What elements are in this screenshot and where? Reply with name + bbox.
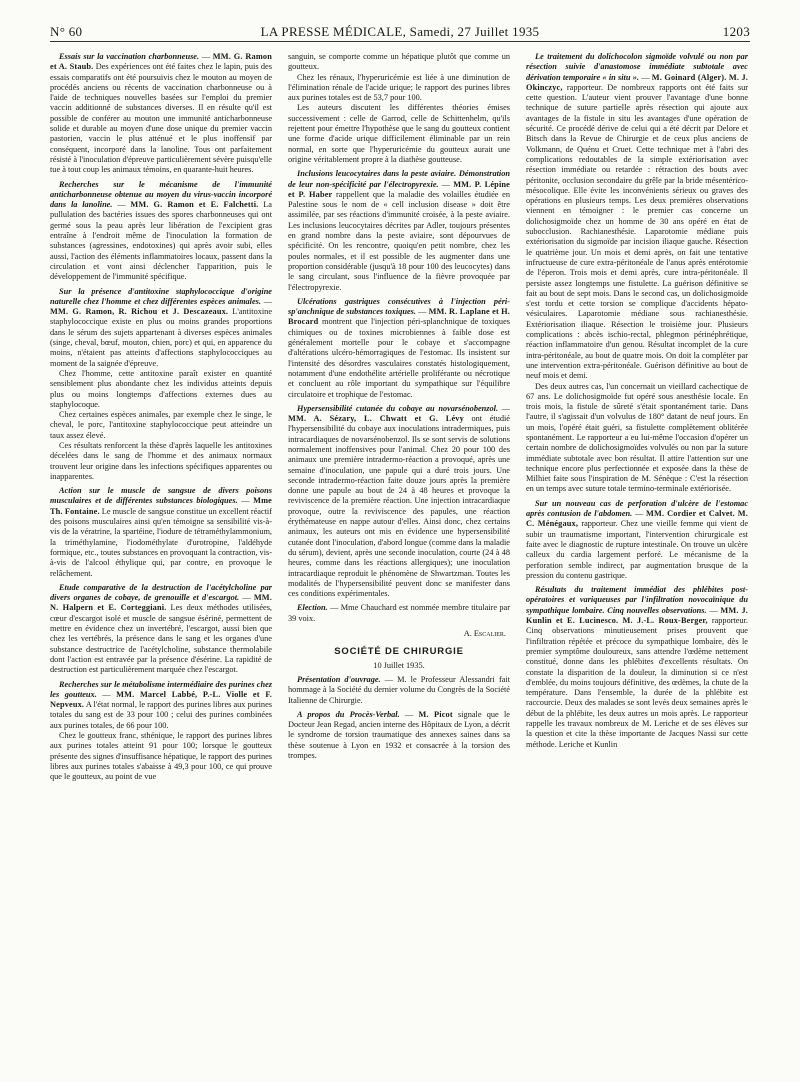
article-body: M. le Professeur Alessandri fait hommage à la Société du dernier volume du Congrès de la Société Italienne de Chirurgie. [288, 674, 510, 705]
signature: A. Escalier. [463, 629, 506, 639]
article-immunite: Recherches sur le mécanisme de l'immunité anticharbonneuse obtenue au moyen du virus-vaccin incorporé dans la lanoline. — MM. G. Ramon et E. Falchetti. La pullulation des bactéries issues des spores charbonneuses qui ont germé sous la peau après leur libération de l'excipient gras entraîne à l'endroit même de l'inoculation la formation de substances (agressines, endotoxines) qui après avoir subi, elles aussi, l'action des éléments inflammatoires locaux, passent dans la circulation et vont ainsi déclencher l'apparition, puis le développement de l'immunité spécifique. [50, 179, 272, 282]
article-body: Les deux méthodes utilisées, cœur d'escargot isolé et muscle de sangsue ésériné, permettent de mettre en évidence chez un invertébré, l'escargot, aussi bien que chez les vertébrés, la présence dans le sang et les organes d'une substance destructrice de l'acétylcholine, substance thermolabile dont l'action est entravée par la présence d'ésérine. La rapidité de destruction est particulièrement marquée chez l'escargot. [50, 603, 272, 675]
article-proces-verbal: A propos du Procès-Verbal. — M. Picot signale que le Docteur Jean Regad, ancien interne des Hôpitaux de Lyon, a décrit le syndrome de torsion traumatique des annexes saines dans sa thèse soutenue à Lyon en 1932 et consacrée à la torsion des trompes. [288, 709, 510, 760]
election-title: Election. [297, 603, 328, 613]
article-body: rapporteur. Cinq observations minutieusement prises prouvent que l'infiltration répétée et précoce du sympathique lombaire, dès le premier symptôme douloureux, sans attendre l'œdème nettement constitué, donne dans les phlébites d'excellents résultats. On constate la disparition de la douleur, la diminution si ce n'est d'emblée, du moins toujours définitive, des œdèmes, la chute de la température. Dans l'ensemble, la durée de la phlébite est raccourcie. Deux des malades se sont levés deux semaines après le début de la phlébite, les deux autres un mois après. Le rapporteur rappelle les travaux nombreux de M. Leriche et de ses élèves sur la question et cite la thèse importante de Jacques Nassi sur cette méthode. Leriche et Kunlin [526, 616, 748, 749]
paragraph: Des deux autres cas, l'un concernait un vieillard cachectique de 67 ans. Le dolichosigmoïde fut opéré sous anesthésie locale. En trois mois, la fistule de sûreté s'était spontanément tarie. Dans l'autre, il s'agissait d'un volvulus de 180° datant de neuf jours. En un mois, l'opéré était guéri, sa fistulette complètement oblitérée spontanément. Le rapporteur a eu lui-même l'occasion d'opérer un certain nombre de dolichosigmoïdes volvulés ou non par la suture immédiate subtotale avec bon résultat. Il attire l'attention sur une technique encore plus perfectionnée et exposée dans la thèse de Milhiet faite sous l'inspiration de M. Sénèque : C'est la résection en un temps avec suture totale termino-terminale extériorisée. [526, 381, 748, 494]
article-title: Le traitement du dolichocolon sigmoïde volvulé ou non par résection suivie d'anastomose immédiate subtotale avec dérivation temporaire « in situ ». [526, 52, 748, 82]
article-authors: MM. N. Halpern et E. Corteggiani. [50, 593, 272, 613]
election-body: Mme Chauchard est nommée membre titulaire par 39 voix. [288, 603, 510, 623]
article-peste-aviaire: Inclusions leucocytaires dans la peste aviaire. Démonstration de leur non-spécificité par l'électropyrexie. — MM. P. Lépine et P. Haber rappellent que la maladie des volailles étudiée en Palestine sous le nom de « cell inclusion disease » doit être assimilée, par ses réactions d'immunité croisée, à la peste aviaire. Les inclusions leucocytaires décrites par Adler, toujours présentes en grand nombre dans la peste aviaire, sont dépourvues de spécificité. On les rencontre, quoiqu'en petit nombre, chez les poules normales, et il est possible de les augmenter dans une proportion considérable (jusqu'à 18 pour 100 des leucocytes) dans le sang circulant, sous l'influence de la fièvre provoquée par l'électropyrexie. [288, 169, 510, 292]
article-vaccination: Essais sur la vaccination charbonneuse. — MM. G. Ramon et A. Staub. Des expériences ont été faites chez le lapin, puis des essais comparatifs ont été poursuivis chez le mouton au moyen de procédés anciens ou récents de vaccination charbonneuse ou à l'aide de techniques nouvelles basées sur l'emploi du premier vaccin additionné de substances diverses. Il en résulte qu'il est possible de conférer au mouton une immunité anticharbonneuse solide et durable au moyen d'une dose unique du premier vaccin pastorien, vaccin le plus atténué et le plus inoffensif par conséquent, incorporé dans la lanoline. Tous ont parfaitement résisté à l'inoculation d'épreuve particulièrement sévère puisqu'elle tue à tout coup les animaux témoins, en quarante-huit heures. [50, 52, 272, 175]
article-ulcerations: Ulcérations gastriques consécutives à l'injection péri-sp'anchnique de substances toxiques. — MM. R. Laplane et H. Brocard montrent que l'injection péri-splanchnique de toxiques chimiques ou de toxines microbiennes à faible dose est généralement mortelle pour le cobaye et s'accompagne d'altérations ulcéro-hémorragiques de l'estomac. Ils insistent sur l'intensité des désordres vasculaires constatés histologiquement, notamment d'une endothélite artérielle proliférante ou nécrotique et concluent au rôle important du sympathique sur l'équilibre circulatoire et trophique de l'estomac. [288, 296, 510, 399]
article-title: Résultats du traitement immédiat des phlébites post-opératoires et variqueuses par l'infiltration novocaïnique du sympathique lombaire. Cinq nouvelles observations. [526, 585, 748, 615]
paragraph: Chez certaines espèces animales, par exemple chez le singe, le cheval, le porc, l'antitoxine staphylococcique peut atteindre un taux assez élevé. [50, 410, 272, 440]
article-antitoxine: Sur la présence d'antitoxine staphylococcique d'origine naturelle chez l'homme et chez différentes espèces animales. — MM. G. Ramon, R. Richou et J. Descazeaux. L'antitoxine staphylococcique existe en plus ou moins grandes proportions dans le sérum des sujets appartenant à diverses espèces animales (singe, cheval, bœuf, mouton, chien, porc) et qui, en apparence du moins, n'étaient pas atteints d'affections staphylococciques au moment de la saignée d'épreuve. [50, 286, 272, 368]
article-title: Ulcérations gastriques consécutives à l'injection péri-sp'anchnique de substances toxiques. [288, 296, 510, 317]
article-authors: MM. A. Sézary, L. Chwatt et G. Lévy [288, 414, 464, 424]
article-authors: MM. P. Lépine et P. Haber [288, 179, 510, 199]
article-hypersensibilite: Hypersensibilité cutanée du cobaye au novarsénobenzol. — MM. A. Sézary, L. Chwatt et G. Lévy ont étudié l'hypersensibilité du cobaye aux inoculations intradermiques, puis intracardiaques de novarsénobenzol. Ils se sont servis de solutions normalement inoffensives pour l'animal. Chez 20 pour 100 des animaux une première intradermo-réaction a provoqué, après une semaine d'inoculation, une papule qui a duré trois jours. Une seconde intradermo-réaction faite douze jours après la première donne une papule au bout de 24 à 48 heures et provoque la reviviscence de la première réaction. Une injection intracardiaque provoque, outre la reviviscence des papules, une réaction érythémateuse en nappe autour d'elles. Ainsi donc, chez certains animaux, les auteurs ont mis en évidence une hypersensibilité cutanée dont l'inoculation, d'abord longue (comme dans la maladie du sérum), devient, après une seconde inoculation, courte (24 à 48 heures, comme dans les réactions allergiques); une inoculation intracardiaque reproduit le phénomène de Shwartzman. Toutes les modalités de l'hypersensibilité peuvent donc se manifester dans ces conditions expérimentales. [288, 403, 510, 599]
paragraph: Les auteurs discutent les différentes théories émises successivement : celle de Garrod, celle de Schittenhelm, qu'ils rejettent pour émettre l'hypothèse que le sang du goutteux contient une forme d'acide urique difficilement éliminable par un rein normal, en sorte que l'hyperuricémie du goutteux aurait une origine véritablement propre à la diathèse goutteuse. [288, 103, 510, 164]
column-2 [288, 52, 510, 1062]
article-title: Présentation d'ouvrage. [297, 674, 381, 684]
article-body: L'antitoxine staphylococcique existe en plus ou moins grandes proportions dans le sérum des sujets appartenant à diverses espèces animales (singe, cheval, bœuf, mouton, chien, porc) et qui, en apparence du moins, n'étaient pas atteints d'affections staphylococciques au moment de la saignée d'épreuve. [50, 307, 272, 368]
article-authors: M. Goinard (Alger). M. J. Okinczyc, [526, 72, 748, 92]
article-body: signale que le Docteur Jean Regad, ancien interne des Hôpitaux de Lyon, a décrit le syndrome de torsion traumatique des annexes saines dans sa thèse soutenue à Lyon en 1932 et consacrée à la torsion des trompes. [288, 709, 510, 760]
article-authors: M. Picot [418, 709, 453, 719]
paragraph: Chez le goutteux franc, sthénique, le rapport des purines libres aux purines totales atteint 91 pour 100; lorsque le goutteux présente des signes d'insuffisance hépatique, le rapport des purines libres aux purines totales s'abaisse à 49,3 pour 100, ce qui prouve que le goutteux, au point de vue [50, 731, 272, 782]
article-body: A l'état normal, le rapport des purines libres aux purines totales du sang est de 33 pour 100 ; celui des purines combinées aux purines totales, de 66 pour 100. [50, 700, 272, 730]
paragraph: Ces résultats renforcent la thèse d'après laquelle les antitoxines décelées dans le sang de l'homme et des animaux normaux trouvent leur origine dans les infections spécifiques apparentes ou inapparentes. [50, 440, 272, 481]
page-header [50, 24, 750, 42]
article-title: Etude comparative de la destruction de l'acétylcholine par divers organes de cobaye, de grenouille et d'escargot. [50, 582, 272, 603]
article-presentation: Présentation d'ouvrage. — M. le Professeur Alessandri fait hommage à la Société du dernier volume du Congrès de la Société Italienne de Chirurgie. [288, 674, 510, 705]
article-dolichocolon: Le traitement du dolichocolon sigmoïde volvulé ou non par résection suivie d'anastomose immédiate subtotale avec dérivation temporaire « in situ ». — M. Goinard (Alger). M. J. Okinczyc, rapporteur. De nombreux rapports ont été faits sur cette question. L'auteur vient prouver l'avantage d'une bonne technique de suture partielle après résection qui ajoute aux avantages de la fistule in situ les avantages d'une opération de sécurité. Ce procédé dérive de celui qui a été décrit par Delore et Bitsch dans la Revue de Chirurgie et de ceux plus anciens de Volkmann, de Quénu et Cruet. Cette technique met à l'abri des complications redoutables de la simple extériorisation avec résection immédiate ou retardée : rétraction des bouts avec péritonite, occlusion secondaire du grêle par la bride mésentérico-mésocolique. Elle évite les inconvénients sérieux ou graves des opérations en plusieurs temps. Les deux premières observations viennent en témoigner : le premier cas concerne un dolichosigmoïde chez un homme de 30 ans opéré en état de subocclusion. Rachianesthésie. Laparotomie médiane puis extériorisation du sigmoïde par incision iliaque gauche. Résection le quatrième jour. Un mois et demi après, on fait une tentative infructueuse de cure extra-péritonéale de l'anus après entérotomie de l'éperon. Trois mois et demi après, cure intra-péritonéale. Il persiste assez longtemps une fistulette. La guérison définitive se fait au bout de sept mois. Dans le second cas, un dolichosigmoïde s'est tordu et cette torsion se complique d'accidents hépato-vésiculaires. Laparotomie médiane sous rachianesthésie. Extériorisation iliaque. Résection le troisième jour. Plusieurs complications : abcès ischio-rectal, phlegmon périnéphrétique, réaction inflammatoire d'un genou. Résultat incomplet de la cure intra-péritonéale, au bout de quatre mois. On doit la compléter par une intervention extra-péritonéale. Guérison définitive au bout de neuf mois et demi. [526, 52, 748, 381]
article-perforation: Sur un nouveau cas de perforation d'ulcère de l'estomac après contusion de l'abdomen. — MM. Cordier et Calvet. M. C. Ménégaux, rapporteur. Chez une vieille femme qui vient de subir un traumatisme important, l'intervention chirurgicale est faite avec le diagnostic de rupture intestinale. On trouve un ulcère calleux du cardia largement perforé. Le mécanisme de la perforation semble indirect, par augmentation brusque de la pression du contenu gastrique. [526, 498, 748, 580]
article-authors: MM. Cordier et Calvet. M. C. Ménégaux, [526, 509, 748, 529]
article-authors: Mme Th. Fontaine. [50, 496, 272, 516]
article-authors: MM. G. Ramon, R. Richou et J. Descazeaux. [50, 307, 229, 317]
article-body: rapporteur. Chez une vieille femme qui vient de subir un traumatisme important, l'intervention chirurgicale est faite avec le diagnostic de rupture intestinale. On trouve un ulcère calleux du cardia largement perforé. Le mécanisme de la perforation semble indirect, par augmentation brusque de la pression du contenu gastrique. [526, 519, 748, 580]
page-number: 1203 [722, 24, 750, 39]
article-title: Hypersensibilité cutanée du cobaye au novarsénobenzol. [297, 403, 499, 413]
article-authors: MM. G. Ramon et A. Staub. [50, 52, 272, 72]
column-3 [526, 52, 748, 1062]
article-title: Recherches sur le mécanisme de l'immunité anticharbonneuse obtenue au moyen du virus-vaccin incorporé dans la lanoline. [50, 179, 272, 210]
article-columns [50, 52, 750, 1062]
article-purines: Recherches sur le métabolisme intermédiaire des purines chez les goutteux. — MM. Marcel Labbé, P.-L. Violle et F. Nepveux. A l'état normal, le rapport des purines libres aux purines totales du sang est de 33 pour 100 ; celui des purines combinées aux purines totales, de 66 pour 100. [50, 679, 272, 730]
article-title: Recherches sur le métabolisme intermédiaire des purines chez les goutteux. [50, 679, 272, 699]
society-heading: SOCIÉTÉ DE CHIRURGIE [334, 646, 464, 658]
article-body: Le muscle de sangsue constitue un excellent réactif des poisons musculaires ainsi qu'en témoigne sa sensibilité vis-à-vis de la vératrine, la spartéine, l'iodure de tétraméthylammonium, la triméthylamine, l'iodométhylate d'urotropine, l'aldéhyde formique, etc., toutes substances en provoquant la contraction, vis-à-vis de l'alcool éthylique qui, par contre, en provoque le relâchement. [50, 506, 272, 578]
article-body: rappellent que la maladie des volailles étudiée en Palestine sous le nom de « cell inclusion disease » doit être assimilée, par ses réactions d'immunité croisée, à la peste aviaire. Les inclusions leucocytaires décrites par Adler, toujours présentes en grand nombre dans la peste aviaire, sont dépourvues de spécificité. On les rencontre, quoiqu'en petit nombre, chez les poules normales, et il est possible de les augmenter dans une proportion considérable (jusqu'à 18 pour 100 des leucocytes) dans le sang circulant, sous l'influence de la fièvre provoquée par l'électropyrexie. [288, 189, 510, 292]
article-title: Essais sur la vaccination charbonneuse. [59, 52, 200, 61]
article-title: Sur un nouveau cas de perforation d'ulcère de l'estomac après contusion de l'abdomen. [526, 498, 748, 519]
article-title: Sur la présence d'antitoxine staphylococcique d'origine naturelle chez l'homme et chez différentes espèces animales. [50, 286, 272, 306]
article-authors: MM. R. Laplane et H. Brocard [288, 307, 510, 327]
article-title: Inclusions leucocytaires dans la peste aviaire. Démonstration de leur non-spécificité par l'électropyrexie. [288, 169, 510, 189]
article-phlebites: Résultats du traitement immédiat des phlébites post-opératoires et variqueuses par l'infiltration novocaïnique du sympathique lombaire. Cinq nouvelles observations. — MM. J. Kunlin et E. Lucinesco. M. J.-L. Roux-Berger, rapporteur. Cinq observations minutieusement prises prouvent que l'infiltration répétée et précoce du sympathique lombaire, dès le premier symptôme douloureux, sans attendre l'œdème nettement constitué, donne dans les phlébites d'excellents résultats. On constate la disparition de la douleur, la diminution si ce n'est d'emblée, du moins toujours définitive, des œdèmes, la chute de la température. Dans l'ensemble, la durée de la phlébite est raccourcie. Deux des malades se sont levés deux semaines après le début de la phlébite, les deux autres un mois après. Le rapporteur rappelle les travaux nombreux de M. Leriche et de ses élèves sur la question et cite la thèse importante de Jacques Nassi sur cette méthode. Leriche et Kunlin [526, 585, 748, 749]
journal-title: LA PRESSE MÉDICALE, Samedi, 27 Juillet 1935 [260, 24, 540, 39]
article-body: montrent que l'injection péri-splanchnique de toxiques chimiques ou de toxines microbiennes à faible dose est généralement mortelle pour le cobaye et s'accompagne d'altérations ulcéro-hémorragiques de l'estomac. Ils insistent sur l'intensité des désordres vasculaires constatés histologiquement, notamment d'une endothélite artérielle proliférante ou nécrotique et concluent au rôle important du sympathique sur l'équilibre circulatoire et trophique de l'estomac. [288, 317, 510, 399]
article-acetylcholine: Etude comparative de la destruction de l'acétylcholine par divers organes de cobaye, de grenouille et d'escargot. — MM. N. Halpern et E. Corteggiani. Les deux méthodes utilisées, cœur d'escargot isolé et muscle de sangsue ésériné, permettent de mettre en évidence chez un invertébré, l'escargot, aussi bien que chez les vertébrés, la présence dans le sang et les organes d'une substance destructrice de l'acétylcholine, substance thermolabile dont l'action est entravée par la présence d'ésérine. La rapidité de destruction est particulièrement marquée chez l'escargot. [50, 582, 272, 675]
article-body: rapporteur. De nombreux rapports ont été faits sur cette question. L'auteur vient prouver l'avantage d'une bonne technique de suture partielle après résection qui ajoute aux avantages de la fistule in situ les avantages d'une opération de sécurité. Ce procédé dérive de celui qui a été décrit par Delore et Bitsch dans la Revue de Chirurgie et de ceux plus anciens de Volkmann, de Quénu et Cruet. Cette technique met à l'abri des complications redoutables de la simple extériorisation avec résection immédiate ou retardée : rétraction des bouts avec péritonite, occlusion secondaire du grêle par la bride mésentérico-mésocolique. Elle évite les inconvénients sérieux ou graves des opérations en plusieurs temps. Les deux premières observations viennent en témoigner : le premier cas concerne un dolichosigmoïde chez un homme de 30 ans opéré en état de subocclusion. Rachianesthésie. Laparotomie médiane puis extériorisation du sigmoïde par incision iliaque gauche. Résection le quatrième jour. Un mois et demi après, on fait une tentative infructueuse de cure extra-péritonéale de l'anus après entérotomie de l'éperon. Trois mois et demi après, cure intra-péritonéale. Il persiste assez longtemps une fistulette. La guérison définitive se fait au bout de sept mois. Dans le second cas, un dolichosigmoïde s'est tordu et cette torsion se complique d'accidents hépato-vésiculaires. Laparotomie médiane sous rachianesthésie. Extériorisation iliaque. Résection le troisième jour. Plusieurs complications : abcès ischio-rectal, phlegmon périnéphrétique, réaction inflammatoire d'un genou. Résultat incomplet de la cure intra-péritonéale, au bout de quatre mois. On doit la compléter par une intervention extra-péritonéale. Guérison définitive au bout de neuf mois et demi. [526, 82, 748, 381]
article-title: A propos du Procès-Verbal. [297, 709, 400, 719]
election: Election. — Mme Chauchard est nommée membre titulaire par 39 voix. [288, 603, 510, 623]
paragraph: sanguin, se comporte comme un hépatique plutôt que comme un goutteux. [288, 52, 510, 72]
issue-number: N° 60 [50, 24, 83, 39]
article-sangsue: Action sur le muscle de sangsue de divers poisons musculaires et de différentes substances biologiques. — Mme Th. Fontaine. Le muscle de sangsue constitue un excellent réactif des poisons musculaires ainsi qu'en témoigne sa sensibilité vis-à-vis de la vératrine, la spartéine, l'iodure de tétraméthylammonium, la triméthylamine, l'iodométhylate d'urotropine, l'aldéhyde formique, etc., toutes substances en provoquant la contraction, vis-à-vis de l'alcool éthylique qui, par contre, en provoque le relâchement. [50, 486, 272, 578]
paragraph: Chez l'homme, cette antitoxine paraît exister en quantité sensiblement plus abondante chez les individus atteints depuis plus ou moins longtemps d'affections externes dues au staphylocoque. [50, 368, 272, 409]
article-authors: MM. G. Ramon et E. Falchetti. [130, 200, 259, 210]
article-body: ont étudié l'hypersensibilité du cobaye aux inoculations intradermiques, puis intracardiaques de novarsénobenzol. Ils se sont servis de solutions normalement inoffensives pour l'animal. Chez 20 pour 100 des animaux une première intradermo-réaction a provoqué, après une semaine d'inoculation, une papule qui a duré trois jours. Une seconde intradermo-réaction faite douze jours après la première donne une papule au bout de 24 à 48 heures et provoque la reviviscence de la première réaction. Une injection intracardiaque provoque, outre la reviviscence des papules, une réaction érythémateuse en nappe autour d'elles. Ainsi donc, chez certains animaux, les auteurs ont mis en évidence une hypersensibilité cutanée dont l'inoculation, d'abord longue (comme dans la maladie du sérum), devient, après une seconde inoculation, courte (24 à 48 heures, comme dans les réactions allergiques); une inoculation intracardiaque reproduit le phénomène de Shwartzman. Toutes les modalités de l'hypersensibilité peuvent donc se manifester dans ces conditions expérimentales. [288, 414, 510, 599]
article-authors: MM. J. Kunlin et E. Lucinesco. M. J.-L. Roux-Berger, [526, 605, 748, 626]
column-1 [50, 52, 272, 1062]
session-date: 10 Juillet 1935. [373, 660, 425, 670]
article-title: Action sur le muscle de sangsue de divers poisons musculaires et de différentes substances biologiques. [50, 486, 272, 506]
article-body: Des expériences ont été faites chez le lapin, puis des essais comparatifs ont été poursuivis chez le mouton au moyen de procédés anciens ou récents de vaccination charbonneuse ou à l'aide de techniques nouvelles basées sur l'emploi du premier vaccin additionné de substances diverses. Il en résulte qu'il est possible de conférer au mouton une immunité anticharbonneuse solide et durable au moyen d'une dose unique du premier vaccin pastorien, vaccin le plus atténué et le plus inoffensif par conséquent, incorporé dans la lanoline. Tous ont parfaitement résisté à l'inoculation d'épreuve particulièrement sévère puisqu'elle tue à tout coup les animaux témoins, en quarante-huit heures. [50, 62, 272, 175]
article-body: La pullulation des bactéries issues des spores charbonneuses qui ont germé sous la peau après leur libération de l'excipient gras entraîne à l'endroit même de l'inoculation la formation de substances (agressines, endotoxines) qui après avoir subi, elles aussi, l'action des éléments inflammatoires locaux, passent dans la circulation et vont ainsi déclencher l'apparition, puis le développement de l'immunité spécifique. [50, 200, 272, 282]
paragraph: Chez les rénaux, l'hyperuricémie est liée à une diminution de l'élimination rénale de l'acide urique; le rapport des purines libres aux purines totales est de 53,7 pour 100. [288, 72, 510, 103]
article-authors: MM. Marcel Labbé, P.-L. Violle et F. Nepveux. [50, 689, 272, 710]
